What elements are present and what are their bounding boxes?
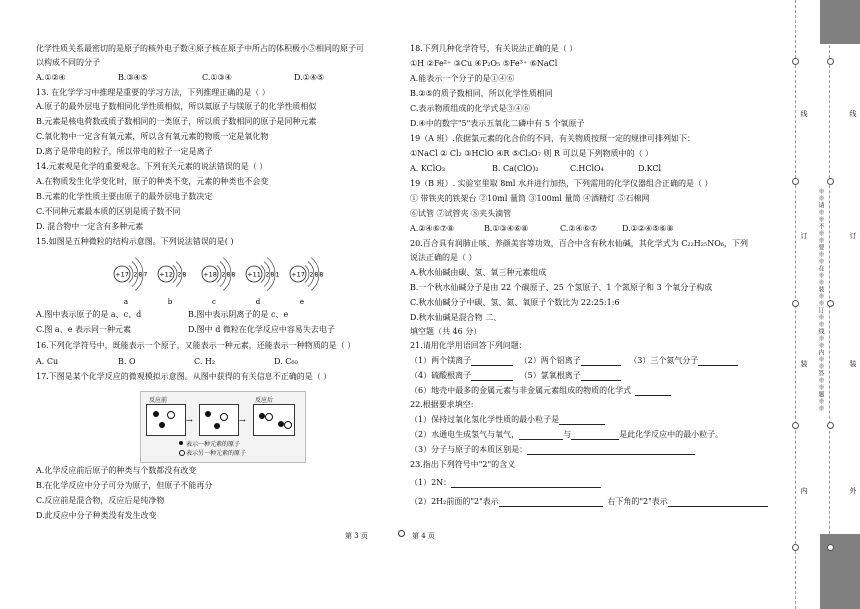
- q14-option-b: B.元素的化学性质主要由原子的最外层电子数决定: [36, 192, 213, 201]
- q19a-option-c: C.HClO₄: [570, 164, 604, 173]
- binding-hole-icon: [827, 300, 834, 307]
- page-number-4: 第 4 页: [412, 532, 435, 540]
- fold-circle-icon: [398, 530, 405, 537]
- fig17-legend-1: 表示一种元素的原子: [186, 441, 241, 448]
- black-atom-icon: [159, 422, 165, 428]
- q18-option-a: A.能表示一个分子的是①④⑥: [410, 74, 515, 83]
- q21-3-label: （3）三个氮气分子: [629, 356, 699, 365]
- atom-label: c: [212, 298, 216, 306]
- q12-option-d: D.①④⑤: [294, 73, 325, 82]
- after-box: [253, 404, 295, 436]
- q21-row-3: [410, 386, 671, 396]
- q21-5-blank[interactable]: [581, 372, 621, 381]
- q21-4-label: （4）硫酸根离子: [410, 371, 472, 380]
- q23-1-label: （1）2N：: [410, 478, 452, 487]
- black-atom-icon: [153, 411, 159, 417]
- white-atom-icon: [220, 413, 228, 421]
- q15-option-c: C.图 a、e 表示同一种元素: [36, 325, 131, 334]
- nucleus-charge: +11: [247, 270, 261, 279]
- electron-shell-arc: [217, 265, 221, 282]
- q19a-option-a: A. KClO₃: [410, 164, 446, 173]
- binding-hole-icon: [792, 58, 799, 65]
- q15-option-d: D.图中 d 微粒在化学反应中容易失去电子: [188, 325, 335, 334]
- q20-stem-2: 说法正确的是（ ）: [410, 253, 477, 262]
- q22-2-suffix: 是此化学反应中的最小粒子。: [619, 430, 724, 439]
- q13-option-b: B.元素是核电荷数或质子数相同的一类原子，所以质子数相同的原子是同种元素: [36, 117, 317, 126]
- q21-1-blank[interactable]: [471, 357, 513, 366]
- legend-white-atom-icon: [179, 450, 185, 456]
- q20-option-c: C.秋水仙碱分子中碳、氢、氮、氧原子个数比为 22:25:1:6: [410, 298, 620, 307]
- atom-label: b: [167, 298, 173, 306]
- fig17-after-label: 反应后: [255, 397, 274, 404]
- white-atom-icon: [284, 421, 292, 429]
- gray-band-bottom: [820, 534, 860, 609]
- reaction-figure: [140, 391, 306, 463]
- shell-electron-count: 8: [319, 271, 324, 279]
- q23-row-1: [410, 478, 601, 488]
- q21-3-blank[interactable]: [698, 357, 738, 366]
- shell-electron-count: 8: [138, 271, 143, 279]
- electron-shell-arc: [305, 265, 309, 282]
- nucleus-charge: +17: [115, 270, 129, 279]
- atom-diagram-d: [246, 258, 280, 306]
- q18-option-c: C.表示物质组成的化学式是③④⑥: [410, 104, 531, 113]
- q22-1-blank[interactable]: [559, 416, 605, 425]
- q19b-option-d: D.①②④⑤⑥⑧: [622, 224, 674, 233]
- atom-label: a: [123, 298, 129, 306]
- nucleus-charge: +18: [203, 270, 217, 279]
- q19b-items-1: ① 带铁夹的铁架台 ②10ml 量筒 ③100ml 量筒 ④酒精灯 ⑤石棉网: [410, 194, 650, 203]
- q21-2-blank[interactable]: [581, 357, 621, 366]
- electron-shell-arc: [129, 265, 133, 282]
- q13-stem: 13. 在化学学习中推理是重要的学习方法，下列推理正确的是（ ）: [36, 88, 270, 97]
- q23-2a-blank[interactable]: [499, 498, 603, 507]
- q14-option-d: D. 混合物中一定含有多种元素: [36, 222, 144, 231]
- q17-option-a: A.化学反应前后原子的种类与个数都没有改变: [36, 466, 197, 475]
- q19b-option-b: B.①③④⑥⑧: [484, 224, 529, 233]
- q21-2-label: （2）两个铝离子: [519, 356, 581, 365]
- atom-label: e: [299, 298, 305, 306]
- q21-stem: 21.请用化学用语回答下列问题：: [410, 341, 527, 350]
- q22-2a-blank[interactable]: [519, 431, 563, 440]
- gray-band-top: [820, 0, 860, 44]
- q15-stem: 15.如图是五种微粒的结构示意图。下列说法错误的是( ): [36, 237, 234, 246]
- q16-option-c: C. H₂: [194, 357, 216, 366]
- q20-option-a: A.秋水仙碱由碳、氢、氧三种元素组成: [410, 268, 547, 277]
- outer-mark-line: 线: [849, 110, 857, 118]
- inner-mark-line: 线: [800, 110, 808, 118]
- atom-diagram-c: [202, 258, 236, 306]
- black-atom-icon: [214, 423, 220, 429]
- q23-2-suffix: 右下角的"2"表示: [607, 497, 668, 506]
- q16-option-a: A. Cu: [36, 357, 59, 366]
- binding-hole-icon: [792, 544, 799, 551]
- shell-electron-count: 2: [177, 271, 182, 279]
- no-answer-notice: ※※请※※不※※要※※在※※装※※订※※线※※内※※答※※题※※: [817, 188, 824, 412]
- q18-items: ①H ②Fe²⁺ ③Cu ④P₂O₅ ⑤Fe³⁺ ⑥NaCl: [410, 59, 558, 68]
- q23-2-label: （2）2H₂前面的"2"表示: [410, 497, 499, 506]
- q14-option-c: C.不同种元素最本质的区别是质子数不同: [36, 207, 181, 216]
- q21-1-label: （1）两个镁离子: [410, 356, 472, 365]
- q12-option-a: A.①②④: [36, 73, 66, 82]
- q19a-stem: 19（A 班）.依据氯元素的化合价的不同，有关物质按照一定的规律可排列如下：: [410, 134, 696, 143]
- shell-electron-count: 2: [133, 271, 138, 279]
- q21-5-label: （5）氯氧根离子: [519, 371, 581, 380]
- binding-hole-icon: [827, 422, 834, 429]
- shell-electron-count: 2: [265, 271, 270, 279]
- section-2-heading: 填空题（共 46 分）: [410, 327, 482, 336]
- q22-stem: 22.根据要求填空:: [410, 400, 474, 409]
- q20-option-d: D.秋水仙碱是混合物 二、: [410, 313, 502, 322]
- q21-row-2: [410, 371, 621, 381]
- fig17-before-label: 反应前: [149, 397, 168, 404]
- q17-option-b: B.在化学反应中分子可分为原子，但原子不能再分: [36, 481, 213, 490]
- q16-stem: 16.下列化学符号中，既能表示一个原子，又能表示一种元素，还能表示一种物质的是（ ）: [36, 341, 356, 350]
- q22-row-2: [410, 430, 723, 440]
- outer-mark-bind: 订: [849, 232, 857, 240]
- atom-diagram-e: [290, 258, 324, 306]
- outer-mark-outside: 外: [849, 487, 857, 495]
- q12-intro-2: 以构成不同的分子: [36, 58, 100, 67]
- inner-mark-bind: 订: [800, 232, 808, 240]
- q18-stem: 18.下列几种化学符号，有关说法正确的是（ ）: [410, 44, 578, 53]
- q19a-option-b: B. Ca(ClO)₂: [492, 164, 539, 173]
- q19b-items-2: ⑥试管 ⑦试管夹 ⑧夹头滴管: [410, 209, 512, 218]
- q19b-stem: 19（B 班）. 实验室里取 8ml 水并进行加热，下列需用的化学仪器组合正确的是（ ）: [410, 179, 713, 188]
- q18-option-b: B.②⑤的质子数相同，所以化学性质相同: [410, 89, 553, 98]
- shell-electron-count: 1: [275, 271, 280, 279]
- binding-hole-icon: [792, 178, 799, 185]
- shell-electron-count: 8: [314, 271, 319, 279]
- q22-row-1: [410, 415, 605, 425]
- q19b-option-c: C.②④⑥⑦: [560, 224, 598, 233]
- reaction-arrow-icon: →: [239, 416, 246, 425]
- q15-option-b: B.图中表示阴离子的是 c、e: [188, 310, 289, 319]
- q22-1-label: （1）保持过氧化氢化学性质的最小粒子是: [410, 415, 560, 424]
- shell-electron-count: 7: [143, 271, 148, 279]
- legend-black-atom-icon: [179, 441, 183, 445]
- binding-hole-icon: [827, 178, 834, 185]
- atom-label: d: [255, 298, 261, 306]
- binding-hole-icon: [792, 300, 799, 307]
- atom-diagram-b: [158, 261, 187, 306]
- q22-2b-blank[interactable]: [571, 431, 619, 440]
- q14-stem: 14.元素观是化学的重要观念。下列有关元素的说法错误的是（ ）: [36, 162, 268, 171]
- q18-option-d: D.④中的数字"5"表示五氧化二磷中有 5 个氧原子: [410, 119, 585, 128]
- binding-hole-icon: [827, 58, 834, 65]
- outer-mark-fold: 装: [849, 360, 857, 368]
- q22-2-label: （2）水通电生成氢气与氧气，: [410, 430, 520, 439]
- atom-structure-figure: [104, 254, 364, 310]
- q20-option-b: B.一个秋水仙碱分子是由 22 个碳原子、25 个氢原子、1 个氮原子和 3 个氧分子构成: [410, 283, 713, 292]
- q13-option-a: A.原子的最外层电子数相同化学性质相似，所以氦原子与镁原子的化学性质相似: [36, 102, 317, 111]
- reaction-arrow-icon: →: [186, 416, 193, 425]
- nucleus-charge: +17: [291, 270, 305, 279]
- q22-2-and: 与: [563, 430, 572, 439]
- q23-2b-blank[interactable]: [668, 498, 768, 507]
- q21-row-1: [410, 356, 738, 366]
- page-number-3: 第 3 页: [345, 532, 368, 540]
- q16-option-d: D. C₆₀: [274, 357, 298, 366]
- shell-electron-count: 2: [309, 271, 314, 279]
- binding-hole-icon: [827, 544, 834, 551]
- q23-1-blank[interactable]: [451, 479, 601, 488]
- q19a-sequence: ①NaCl ② Cl₂ ③HClO ④R ⑤Cl₂O₇ 则 R 可以是下列物质中的（ ）: [410, 149, 653, 158]
- white-atom-icon: [167, 411, 175, 419]
- inner-mark-fold: 装: [800, 360, 808, 368]
- nucleus-charge: +12: [159, 270, 173, 279]
- q20-stem: 20.百合具有润肺止咳、养颜美容等功效，百合中含有秋水仙碱，其化学式为 C₂₂H₂₅NO₆，下列: [410, 239, 748, 248]
- q17-option-c: C.反应前是混合物，反应后是纯净物: [36, 496, 165, 505]
- q13-option-d: D.离子是带电的粒子，所以带电的粒子一定是离子: [36, 147, 213, 156]
- q12-option-c: C.①③④: [202, 73, 232, 82]
- q15-option-a: A.图中表示原子的是 a、c、d: [36, 310, 142, 319]
- before-box: [146, 404, 186, 436]
- shell-electron-count: 2: [221, 271, 226, 279]
- shell-electron-count: 8: [270, 271, 275, 279]
- q23-row-2: [410, 497, 768, 507]
- electron-shell-arc: [173, 265, 177, 282]
- atom-diagram-a: [114, 258, 148, 306]
- shell-electron-count: 8: [231, 271, 236, 279]
- shell-electron-count: 8: [226, 271, 231, 279]
- middle-box: [199, 404, 239, 436]
- q22-3-blank[interactable]: [527, 446, 695, 455]
- electron-shell-arc: [261, 265, 265, 282]
- q23-stem: 23.指出下列符号中"2"的含义: [410, 460, 516, 469]
- q22-3-label: （3）分子与原子的本质区别是：: [410, 445, 528, 454]
- q13-option-c: C.氧化物中一定含有氧元素，所以含有氧元素的物质一定是氧化物: [36, 132, 269, 141]
- fig17-legend-2: 表示另一种元素的原子: [186, 450, 247, 457]
- q17-option-d: D.此反应中分子种类没有发生改变: [36, 511, 157, 520]
- q21-4-blank[interactable]: [471, 372, 513, 381]
- q17-stem: 17.下图是某个化学反应的微观模拟示意图。从图中获得的有关信息不正确的是（ ）: [36, 372, 332, 381]
- q22-row-3: [410, 445, 695, 455]
- q16-option-b: B. O: [118, 357, 136, 366]
- shell-electron-count: 8: [182, 271, 187, 279]
- q21-6-blank[interactable]: [635, 387, 671, 396]
- q21-6-label: （6）地壳中最多的金属元素与非金属元素组成的物质的化学式: [410, 386, 632, 395]
- binding-hole-icon: [792, 422, 799, 429]
- white-atom-icon: [265, 413, 273, 421]
- q12-option-b: B.③④⑤: [118, 73, 148, 82]
- q14-option-a: A.在物质发生化学变化时，原子的种类不变，元素的种类也不会变: [36, 177, 269, 186]
- inner-mark-inside: 内: [800, 487, 808, 495]
- black-atom-icon: [205, 411, 211, 417]
- q12-intro: 化学性质关系最密切的是原子的核外电子数④原子核在原子中所占的体积极小⑤相同的原子可: [36, 44, 364, 53]
- q19b-option-a: A.②④⑥⑦⑧: [410, 224, 455, 233]
- q19a-option-d: D.KCl: [638, 164, 662, 173]
